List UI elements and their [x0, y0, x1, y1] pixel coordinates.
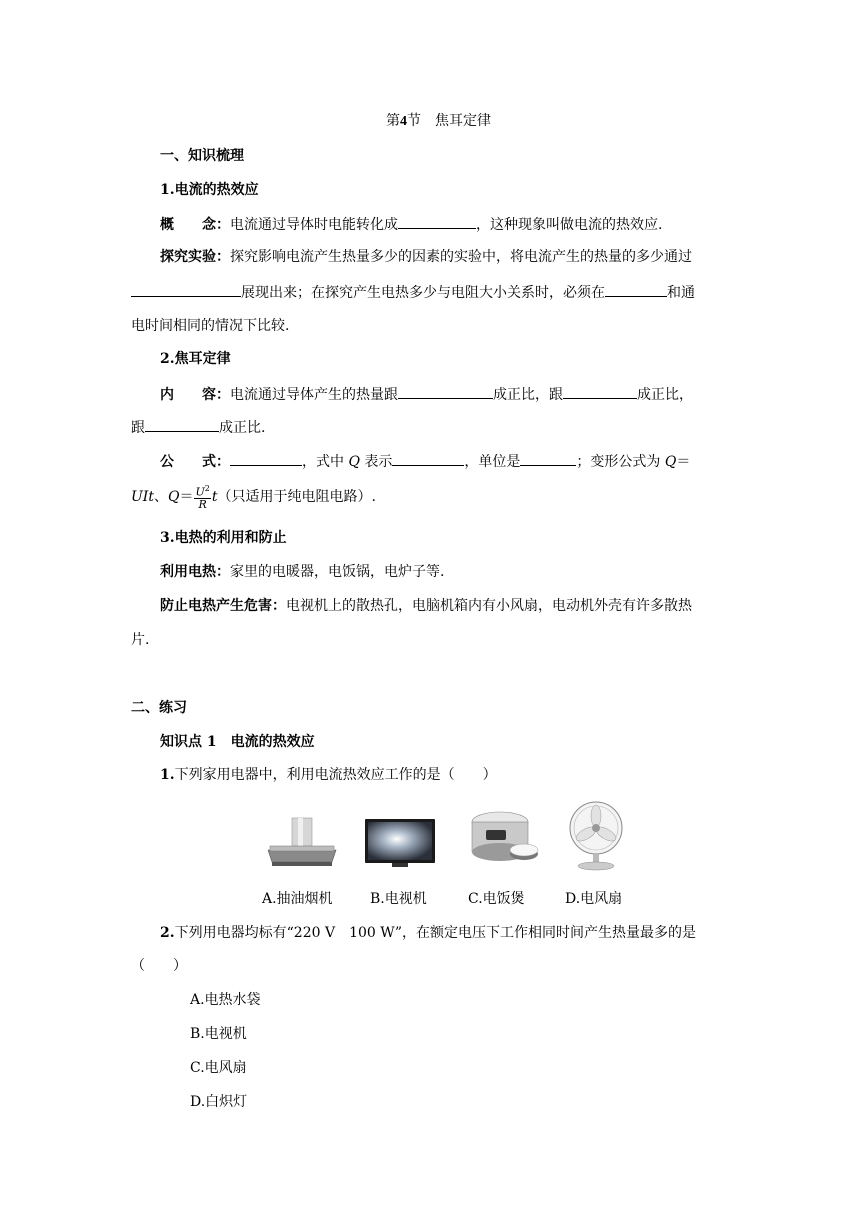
- range-hood-icon: [266, 816, 338, 872]
- blank-field: [230, 452, 302, 466]
- electric-fan-icon: [564, 800, 628, 872]
- question-1: 1.下列家用电器中，利用电流热效应工作的是（ ）: [160, 767, 497, 783]
- blank-field: [520, 452, 576, 466]
- content-line-2: 跟 成正比.: [131, 420, 266, 436]
- section-heading-1: 一、知识梳理: [160, 148, 244, 164]
- use-line: 利用电热：家里的电暖器，电饭锅，电炉子等.: [160, 564, 445, 580]
- rice-cooker-icon: [468, 808, 540, 870]
- knowledge-point-1: 知识点 1 电流的热效应: [160, 734, 315, 750]
- television-icon: [364, 818, 436, 868]
- section-heading-2: 二、练习: [131, 700, 187, 716]
- concept-line: 概 念：电流通过导体时电能转化成 ，这种现象叫做电流的热效应.: [160, 217, 663, 233]
- formula-line-2: UIt、Q＝ $\frac{U^2}{R}$ t（只适用于纯电阻电路）.: [131, 483, 376, 512]
- q2-option-c: C.电风扇: [190, 1060, 247, 1076]
- blank-field: [131, 283, 241, 297]
- prevent-line-2: 片.: [131, 632, 150, 648]
- q2-option-d: D.白炽灯: [190, 1094, 248, 1110]
- q2-option-a: A.电热水袋: [190, 992, 261, 1008]
- prevent-line: 防止电热产生危害：电视机上的散热孔，电脑机箱内有小风扇，电动机外壳有许多散热: [160, 598, 692, 614]
- page-title: 第4节 焦耳定律: [386, 113, 491, 129]
- option-d: D.电风扇: [565, 891, 623, 907]
- question-2-paren: （ ）: [131, 958, 187, 974]
- option-c: C.电饭煲: [468, 891, 525, 907]
- subheading-joule-law: 2.焦耳定律: [160, 351, 231, 367]
- fraction-u2-over-r: $\frac{U^2}{R}$: [195, 483, 210, 512]
- blank-field: [145, 418, 219, 432]
- blank-field: [398, 215, 476, 229]
- option-b: B.电视机: [370, 891, 427, 907]
- content-line: 内 容：电流通过导体产生的热量跟 成正比，跟 成正比，: [160, 387, 693, 403]
- experiment-line: 探究实验：探究影响电流产生热量多少的因素的实验中，将电流产生的热量的多少通过: [160, 249, 692, 265]
- blank-field: [392, 452, 464, 466]
- question-2: 2.下列用电器均标有“220 V 100 W”，在额定电压下工作相同时间产生热量最多的是: [160, 925, 697, 941]
- formula-line: 公 式： ，式中 Q 表示 ，单位是 ；变形公式为 Q＝: [160, 454, 691, 470]
- blank-field: [398, 385, 493, 399]
- q2-option-b: B.电视机: [190, 1026, 247, 1042]
- blank-field: [605, 283, 667, 297]
- blank-field: [563, 385, 637, 399]
- experiment-line-2: 展现出来；在探究产生电热多少与电阻大小关系时，必须在 和通: [131, 283, 695, 302]
- subheading-heat-effect: 1.电流的热效应: [160, 182, 259, 198]
- option-a: A.抽油烟机: [262, 891, 333, 907]
- experiment-line-3: 电时间相同的情况下比较.: [131, 318, 290, 334]
- subheading-heat-use: 3.电热的利用和防止: [160, 530, 287, 546]
